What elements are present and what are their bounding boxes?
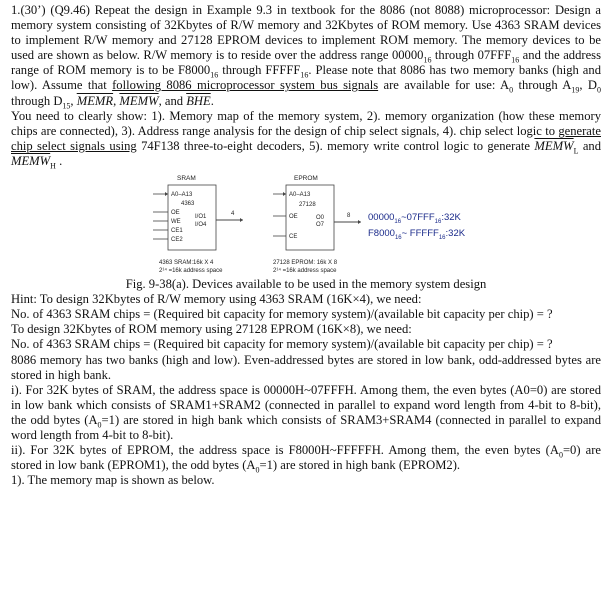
svg-text:27128 EPROM: 16k X 8: 27128 EPROM: 16k X 8 — [273, 260, 338, 267]
sram-chip — [153, 175, 243, 274]
hint-line-5: 8086 memory has two banks (high and low). Even-addressed bytes are stored in low bank, odd-addressed bytes are stored in high bank. — [11, 352, 601, 382]
hint-line-4: No. of 4363 SRAM chips = (Required bit capacity for memory system)/(available bit capacity per chip) = ? — [11, 337, 553, 352]
figure-caption: Fig. 9-38(a). Devices available to be used in the memory system design — [125, 277, 487, 292]
task-list: You need to clearly show: 1). Memory map of the memory system, 2). memory organization (how these memory chips are connected), 3). Address range analysis for the design of chip select signals, 4). chip select logic to generate chip select signals using 74F138 three-to-eight decoders, 5). memory write control logic to generate $MEMW_L$ and $MEMW_H$ . — [11, 108, 601, 171]
hint-line-6: i). For 32K bytes of SRAM, the address space is 00000H~07FFFH. Among them, the even bytes (A0=0) are stored in low bank which consists of SRAM1+SRAM2 (connected in parallel to expand word length from 4-bit to 8-bit), the odd bytes $(A_0=1)$ are stored in high bank which consists of SRAM3+SRAM4 (connected in parallel to expand word length from 4-bit to 8-bit). — [11, 382, 601, 442]
svg-text:CE: CE — [289, 234, 298, 241]
svg-text:2¹⁴ =16k address space: 2¹⁴ =16k address space — [273, 268, 337, 275]
device-diagram — [11, 170, 601, 277]
problem-statement: 1.(30’) (Q9.46) Repeat the design in Example 9.3 in textbook for the 8086 (not 8088) microprocessor: Design a memory system consisting of 32Kbytes of R/W memory and 32Kbytes of ROM memory. Use 4363 SRAM devices to implement R/W memory and 27128 EPROM devices to implement ROM memory. The memory devices to be used are shown as below. R/W memory is to reside over the address range $00000_{16}$ through $07FFF_{16}$ and the address range of ROM memory is to be $F8000_{16}$ through $FFFFF_{16}$. Please note that 8086 has two memory banks (high and low). Assume that following 8086 microprocessor system bus signals are available for use: $A_0$ through $A_{19}$, $D_0$ through $D_{15}$, MEMR, MEMW, and $\overline{BHE}$. — [11, 3, 602, 111]
svg-text:I/O1: I/O1 — [195, 214, 207, 221]
svg-text:A0–A13: A0–A13 — [171, 192, 193, 199]
svg-text:4363 SRAM:16k X 4: 4363 SRAM:16k X 4 — [159, 260, 214, 267]
svg-text:SRAM: SRAM — [177, 175, 196, 183]
bus-signals-phrase: following 8086 microprocessor system bus signals — [112, 78, 379, 93]
svg-text:CE1: CE1 — [171, 228, 183, 235]
svg-text:4363: 4363 — [181, 201, 195, 208]
svg-text:2¹⁴ =16k address space: 2¹⁴ =16k address space — [159, 268, 223, 275]
svg-text:I/O4: I/O4 — [195, 222, 207, 229]
device-figure — [11, 170, 601, 277]
svg-text:O0: O0 — [316, 215, 325, 222]
rom-range: $F8000_{16}\sim$ $FFFFF_{16}:32K$ — [368, 228, 466, 242]
svg-text:8: 8 — [347, 213, 351, 220]
document-page — [11, 3, 601, 488]
bhe-signal: $\overline{BHE}$ — [186, 93, 211, 108]
address-ranges — [368, 212, 466, 241]
svg-text:OE: OE — [171, 210, 180, 217]
hint-line-3: To design 32Kbytes of ROM memory using 27128 EPROM (16K×8), we need: — [11, 322, 412, 337]
memr-signal: MEMR — [76, 93, 114, 108]
svg-text:CE2: CE2 — [171, 237, 183, 244]
svg-text:EPROM: EPROM — [294, 175, 318, 183]
svg-text:4: 4 — [231, 211, 235, 218]
memw-signal: MEMW — [119, 93, 159, 108]
eprom-chip — [273, 175, 361, 274]
svg-text:27128: 27128 — [299, 202, 316, 209]
hint-line-1: Hint: To design 32Kbytes of R/W memory using 4363 SRAM (16K×4), we need: — [11, 292, 422, 307]
hint-line-7: ii). For 32K bytes of EPROM, the address space is F8000H~FFFFFH. Among them, the even bytes $(A_0=0)$ are stored in low bank (EPROM1), the odd bytes $(A_0=1)$ are stored in high bank (EPROM2). — [11, 443, 601, 475]
hint-line-2: No. of 4363 SRAM chips = (Required bit capacity for memory system)/(available bit capacity per chip) = ? — [11, 307, 553, 322]
svg-text:WE: WE — [171, 219, 181, 226]
svg-text:OE: OE — [289, 214, 298, 221]
hint-line-8: 1). The memory map is shown as below. — [11, 473, 215, 488]
svg-text:A0–A13: A0–A13 — [289, 192, 311, 199]
ram-range: $00000_{16}\sim 07FFF_{16}:32K$ — [368, 212, 461, 226]
svg-text:O7: O7 — [316, 222, 325, 229]
